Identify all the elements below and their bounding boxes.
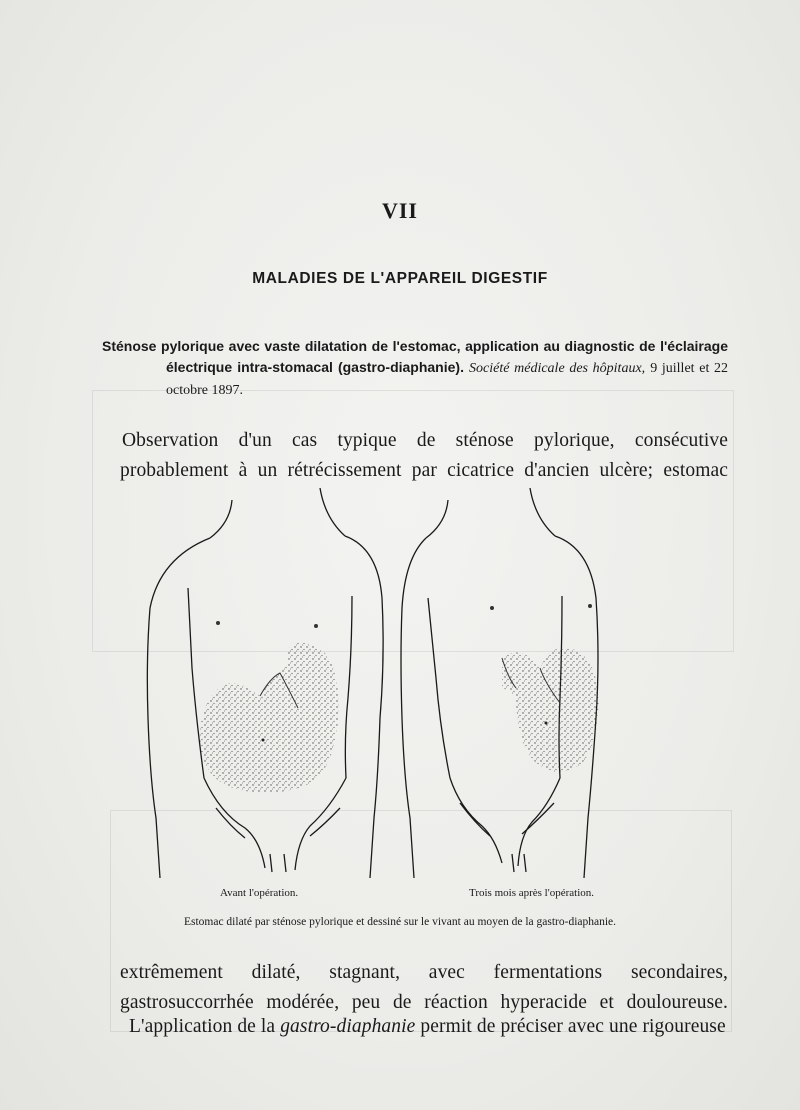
- nipple-marks-after: [490, 604, 592, 610]
- entry-journal: Société médicale des hôpitaux,: [469, 361, 646, 376]
- entry-date: 9 juillet et 22 octobre 1897.: [166, 361, 728, 398]
- chapter-number: VII: [381, 198, 418, 223]
- body-paragraph-2: extrêmement dilaté, stagnant, avec fermentations secondaires, gastrosuccorrhée modérée, peu de réaction hyperacide et douloureuse.: [120, 962, 728, 1013]
- bibliography-entry: [102, 336, 728, 401]
- figure-caption: Estomac dilaté par sténose pylorique et dessiné sur le vivant au moyen de la gastro-diaphanie.: [183, 916, 617, 928]
- body-paragraph-1: Observation d'un cas typique de sténose pylorique, consécutive probablement à un rétrécissement par cicatrice d'ancien ulcère; estomac: [120, 430, 728, 481]
- figure-label-before: Avant l'opération.: [220, 887, 299, 899]
- nipple-marks-before: [216, 621, 318, 628]
- stomach-before: [200, 642, 339, 792]
- p3-end: permit de préciser avec une rigoureuse: [420, 1016, 726, 1037]
- p3-start: L'application de la: [129, 1016, 276, 1037]
- section-title: MALADIES DE L'APPAREIL DIGESTIF: [252, 270, 548, 287]
- p3-italic-term: gastro-diaphanie: [280, 1016, 416, 1037]
- figure-illustration: [120, 478, 680, 898]
- figure-label-after: Trois mois après l'opération.: [469, 887, 595, 899]
- body-paragraph-3: [129, 1012, 737, 1042]
- entry-text: [102, 336, 728, 401]
- entry-title: Sténose pylorique avec vaste dilatation de l'estomac, application au diagnostic de l'éclairage électrique intra-stomacal (gastro-diaphanie).: [102, 338, 728, 375]
- torso-before: [147, 488, 383, 878]
- stomach-after: [502, 648, 598, 772]
- torso-diagram: [120, 478, 680, 898]
